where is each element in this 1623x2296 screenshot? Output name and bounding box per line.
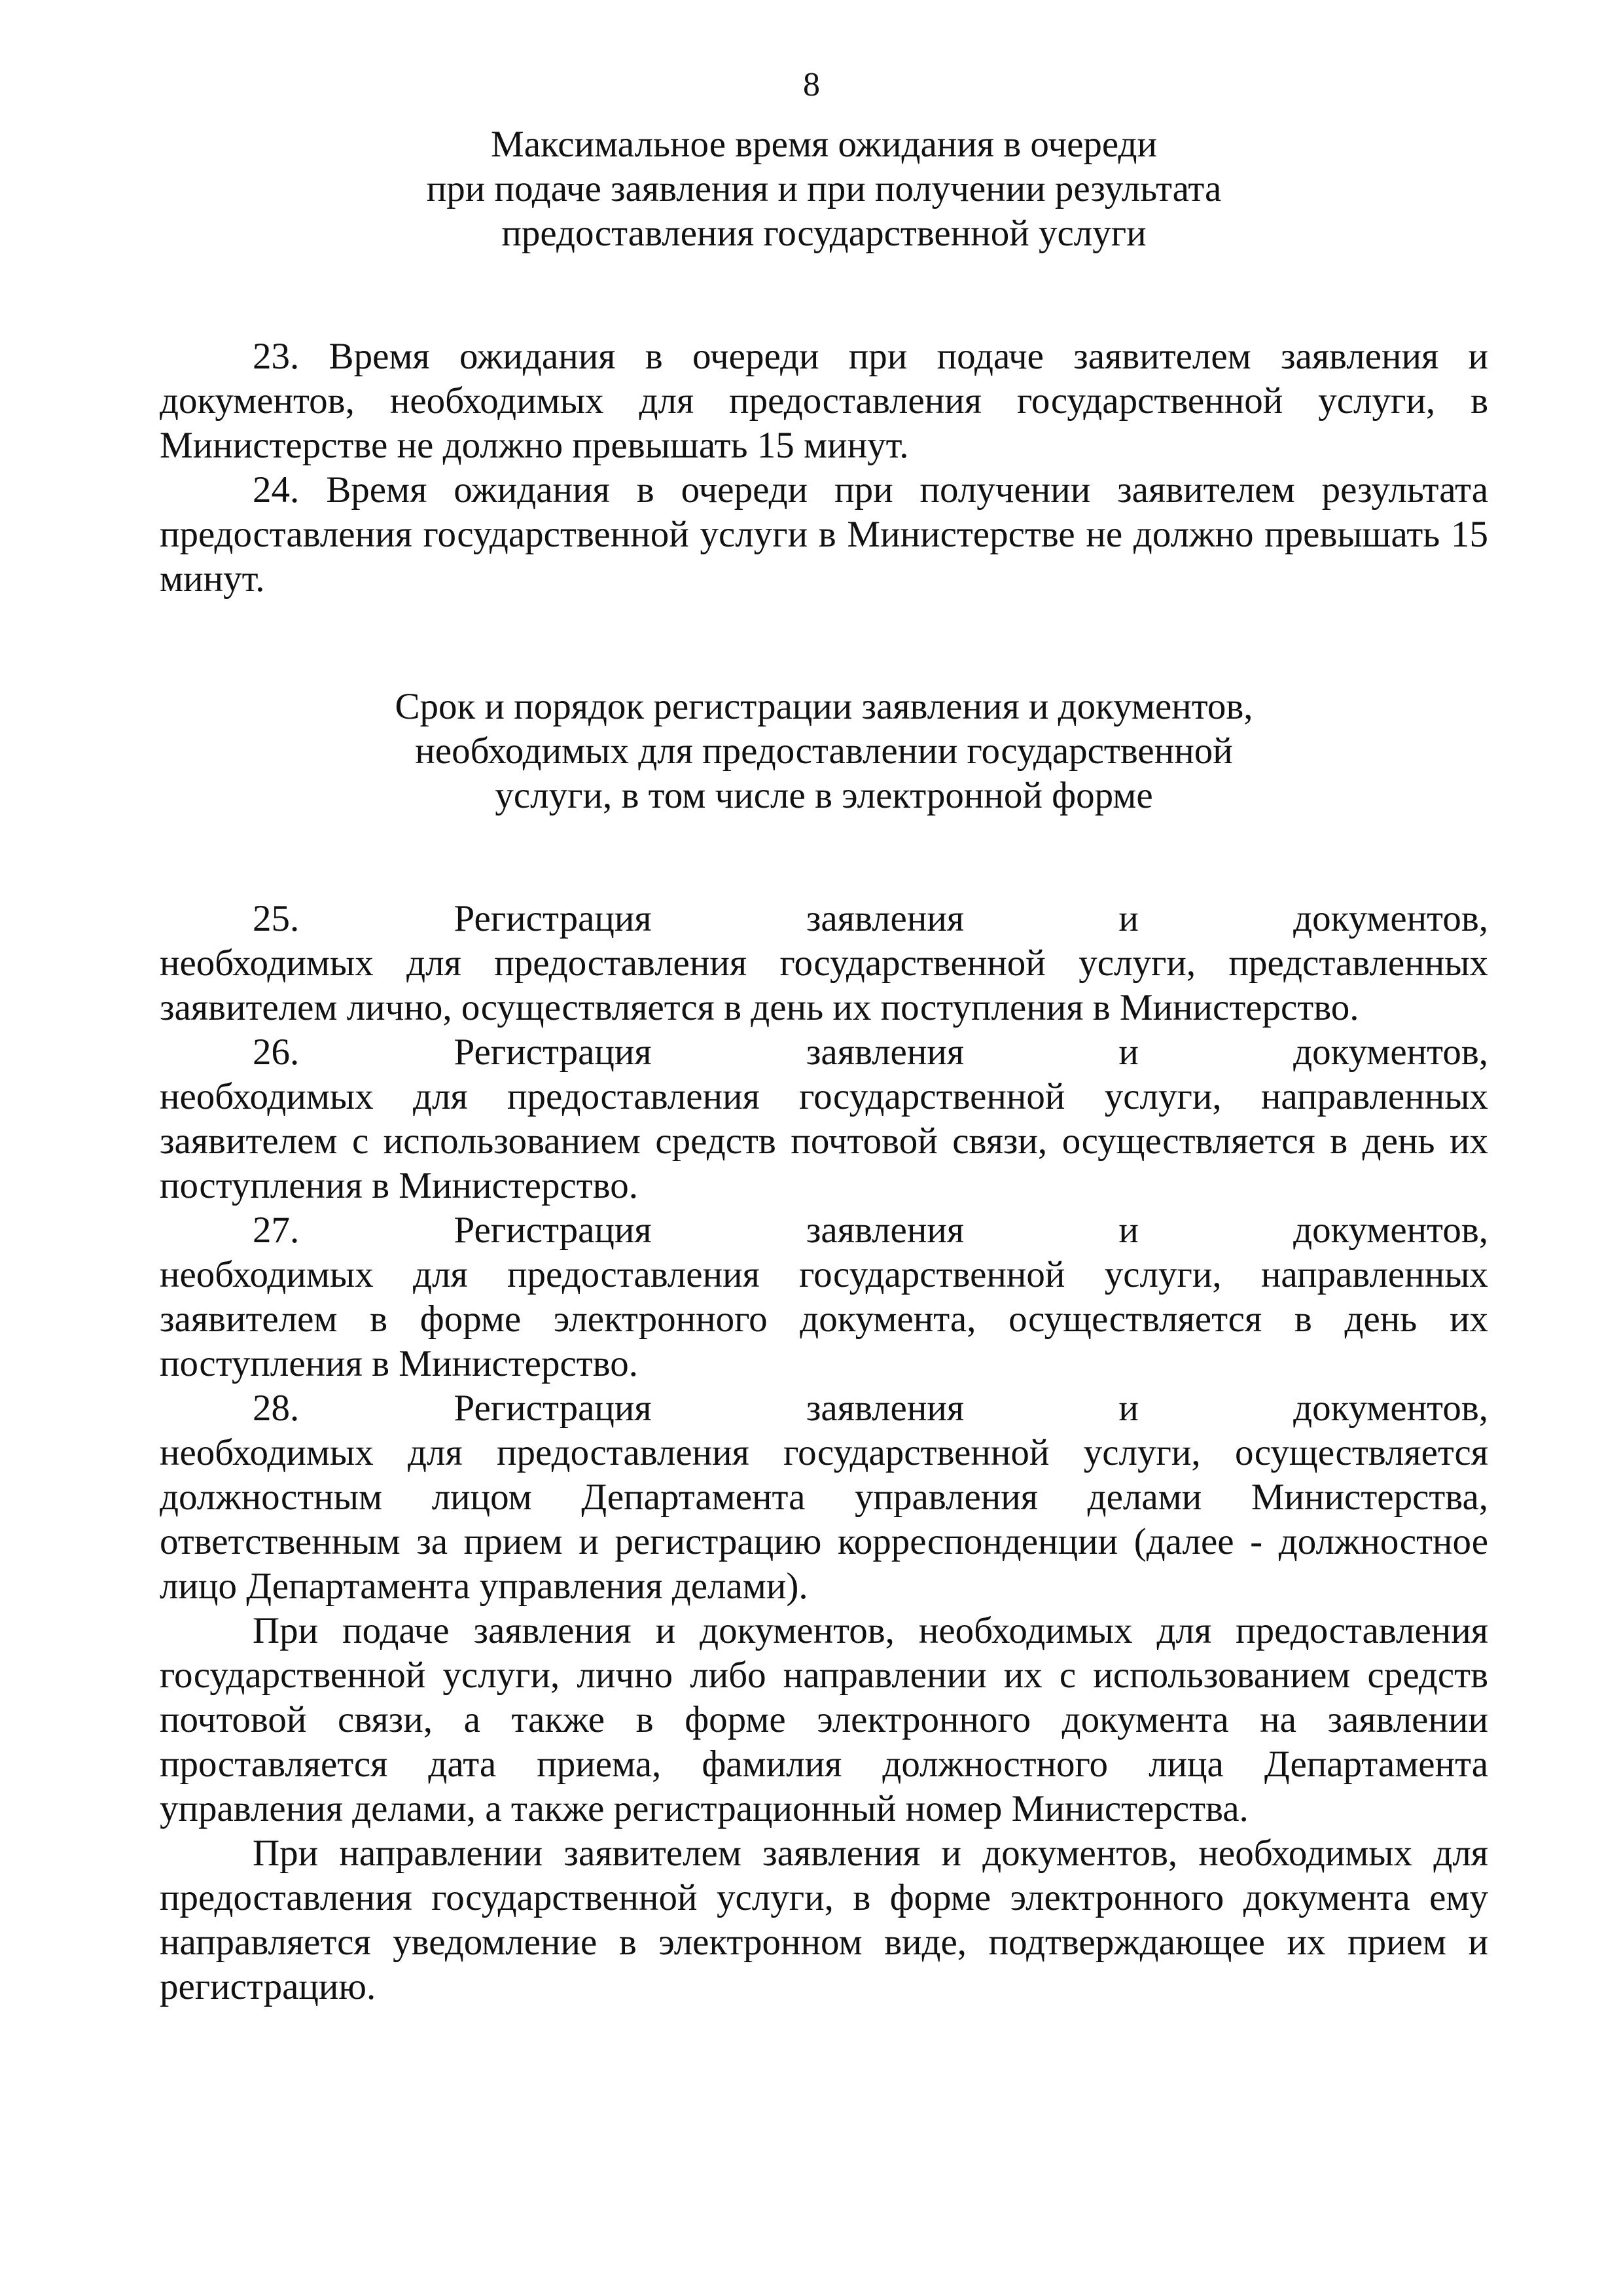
heading-line: Максимальное время ожидания в очереди (491, 124, 1157, 165)
paragraph-electronic-notification: При направлении заявителем заявления и документов, необходимых для предоставления государственной услуги, в форме электронного документа ему направляется уведомление в электронном виде, подтверждающее их прием и регистрацию. (160, 1833, 1488, 2007)
heading-line: при подаче заявления и при получении результата (426, 168, 1222, 209)
paragraph-24: 24. Время ожидания в очереди при получении заявителем результата предоставления государственной услуги в Министерстве не должно превышать 15 минут. (160, 469, 1488, 600)
paragraph-23: 23. Время ожидания в очереди при подаче заявителем заявления и документов, необходимых для предоставления государственной услуги, в Министерстве не должно превышать 15 минут. (160, 336, 1488, 466)
paragraph-27: 27. Регистрация заявления и документов, необходимых для предоставления государственной услуги, направленных заявителем в форме электронного документа, осуществляется в день их поступления в Министерство. (160, 1210, 1488, 1384)
section-heading-registration (160, 685, 1488, 818)
heading-line: услуги, в том числе в электронной форме (495, 775, 1153, 816)
section-heading-waiting-time (160, 122, 1488, 256)
heading-line: необходимых для предоставлении государственной (415, 730, 1233, 772)
heading-line: Срок и порядок регистрации заявления и документов, (395, 686, 1253, 727)
paragraph-registration-marking: При подаче заявления и документов, необходимых для предоставления государственной услуги, лично либо направлении их с использованием средств почтовой связи, а также в форме электронного документа на заявлении проставляется дата приема, фамилия должностного лица Департамента управления делами, а также регистрационный номер Министерства. (160, 1610, 1488, 1829)
paragraph-25: 25. Регистрация заявления и документов, необходимых для предоставления государственной услуги, представленных заявителем лично, осуществляется в день их поступления в Министерство. (160, 898, 1488, 1028)
paragraph-28: 28. Регистрация заявления и документов, необходимых для предоставления государственной услуги, осуществляется должностным лицом Департамента управления делами Министерства, ответственным за прием и регистрацию корреспонденции (далее - должностное лицо Департамента управления делами). (160, 1388, 1488, 1607)
paragraph-26: 26. Регистрация заявления и документов, необходимых для предоставления государственной услуги, направленных заявителем с использованием средств почтовой связи, осуществляется в день их поступления в Министерство. (160, 1031, 1488, 1206)
document-body (160, 122, 1488, 2009)
page-number: 8 (803, 66, 820, 103)
heading-line: предоставления государственной услуги (501, 213, 1147, 254)
